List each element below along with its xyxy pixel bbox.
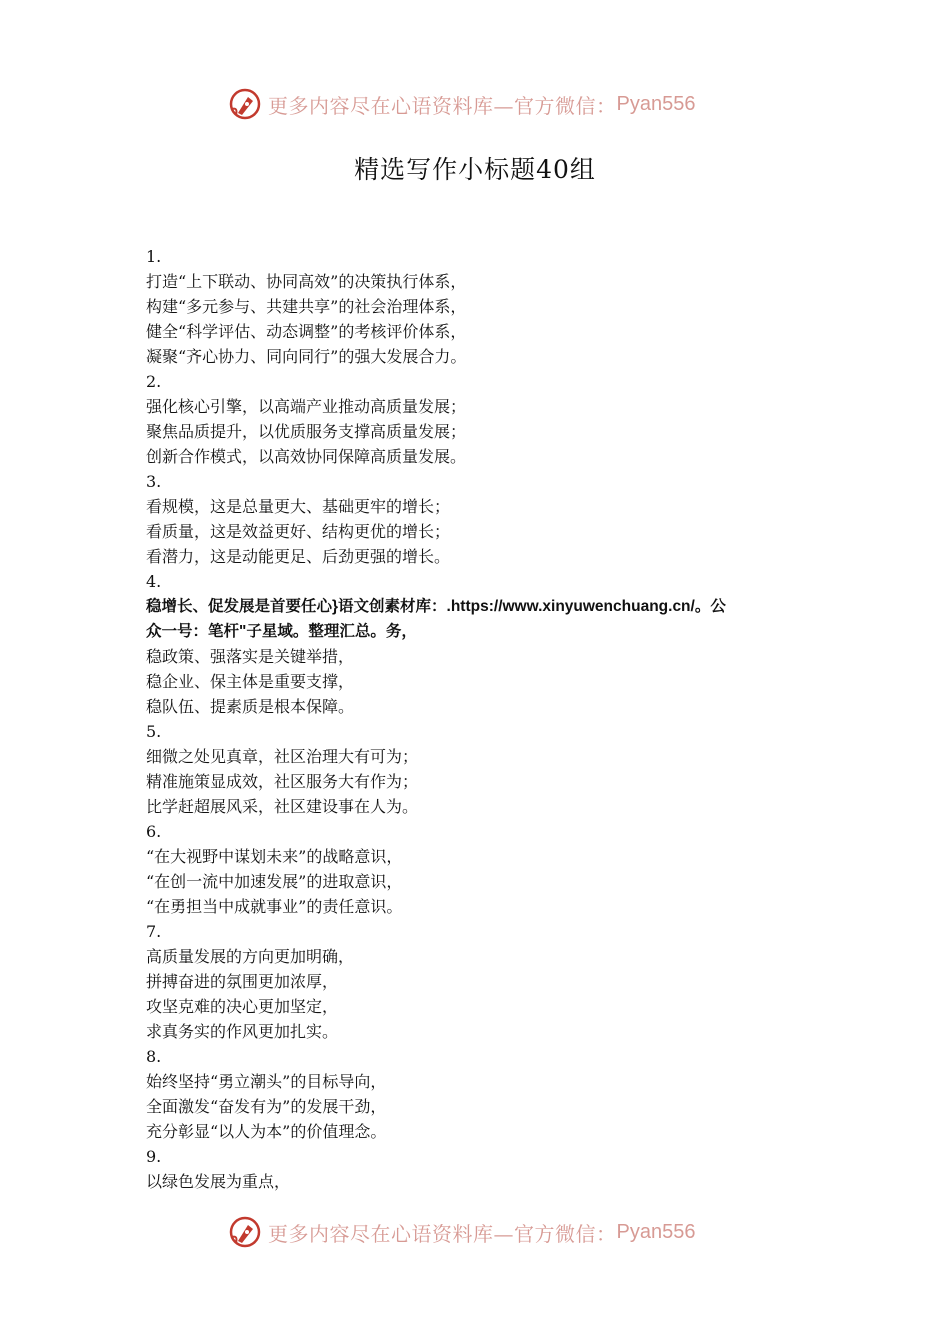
header-banner bbox=[0, 84, 950, 124]
section-number: 6. bbox=[146, 822, 162, 841]
banner-text: 更多内容尽在心语资料库—官方微信： bbox=[268, 1221, 617, 1246]
text-line: 攻坚克难的决心更加坚定， bbox=[146, 997, 339, 1016]
section-number: 1. bbox=[146, 247, 162, 266]
wechat-handle: Pyan556 bbox=[616, 1220, 696, 1243]
text-line: 众一号：笔杆"子星域。整理汇总。务， bbox=[146, 623, 417, 640]
text-line: 求真务实的作风更加扎实。 bbox=[146, 1022, 339, 1041]
text-line: 稳政策、强落实是关键举措， bbox=[146, 647, 355, 666]
text-line: 构建“多元参与、共建共享”的社会治理体系， bbox=[146, 297, 467, 316]
wechat-handle: Pyan556 bbox=[616, 92, 696, 115]
section-number: 9. bbox=[146, 1147, 162, 1166]
section-number: 8. bbox=[146, 1047, 162, 1066]
text-line: 精准施策显成效，社区服务大有作为； bbox=[146, 772, 419, 791]
text-line: 看质量，这是效益更好、结构更优的增长； bbox=[146, 522, 451, 541]
text-line: 创新合作模式，以高效协同保障高质量发展。 bbox=[146, 447, 467, 466]
text-line: 充分彰显“以人为本”的价值理念。 bbox=[146, 1122, 387, 1141]
section-number: 5. bbox=[146, 722, 162, 741]
text-line: 聚焦品质提升，以优质服务支撑高质量发展； bbox=[146, 422, 467, 441]
text-line: 稳增长、促发展是首要任心}语文创素材库：.https://www.xinyuwenchuang.cn/。公 bbox=[146, 598, 726, 615]
text-line: 强化核心引擎，以高端产业推动高质量发展； bbox=[146, 397, 467, 416]
text-line: 始终坚持“勇立潮头”的目标导向， bbox=[146, 1072, 387, 1091]
text-line: “在勇担当中成就事业”的责任意识。 bbox=[146, 897, 403, 916]
text-line: 高质量发展的方向更加明确， bbox=[146, 947, 355, 966]
text-line: 以绿色发展为重点， bbox=[146, 1172, 291, 1191]
text-line: 全面激发“奋发有为”的发展干劲， bbox=[146, 1097, 387, 1116]
text-line: 健全“科学评估、动态调整”的考核评价体系， bbox=[146, 322, 467, 341]
section-number: 2. bbox=[146, 372, 162, 391]
text-line: 稳队伍、提素质是根本保障。 bbox=[146, 697, 355, 716]
footer-banner bbox=[0, 1212, 950, 1252]
page-title: 精选写作小标题40组 bbox=[354, 155, 596, 184]
section-number: 3. bbox=[146, 472, 162, 491]
banner-text: 更多内容尽在心语资料库—官方微信： bbox=[268, 93, 617, 118]
text-line: 凝聚“齐心协力、同向同行”的强大发展合力。 bbox=[146, 347, 467, 366]
text-line: 看潜力，这是动能更足、后劲更强的增长。 bbox=[146, 547, 451, 566]
text-line: 稳企业、保主体是重要支撑， bbox=[146, 672, 355, 691]
text-line: 打造“上下联动、协同高效”的决策执行体系， bbox=[146, 272, 467, 291]
text-line: 拼搏奋进的氛围更加浓厚， bbox=[146, 972, 339, 991]
text-line: “在大视野中谋划未来”的战略意识， bbox=[146, 847, 403, 866]
pen-nib-logo-icon bbox=[228, 87, 262, 121]
pen-nib-logo-icon bbox=[228, 1215, 262, 1249]
text-line: 细微之处见真章，社区治理大有可为； bbox=[146, 747, 419, 766]
document-body bbox=[146, 244, 826, 1194]
text-line: 比学赶超展风采，社区建设事在人为。 bbox=[146, 797, 419, 816]
section-number: 4. bbox=[146, 572, 162, 591]
section-number: 7. bbox=[146, 922, 162, 941]
text-line: 看规模，这是总量更大、基础更牢的增长； bbox=[146, 497, 451, 516]
text-line: “在创一流中加速发展”的进取意识， bbox=[146, 872, 403, 891]
